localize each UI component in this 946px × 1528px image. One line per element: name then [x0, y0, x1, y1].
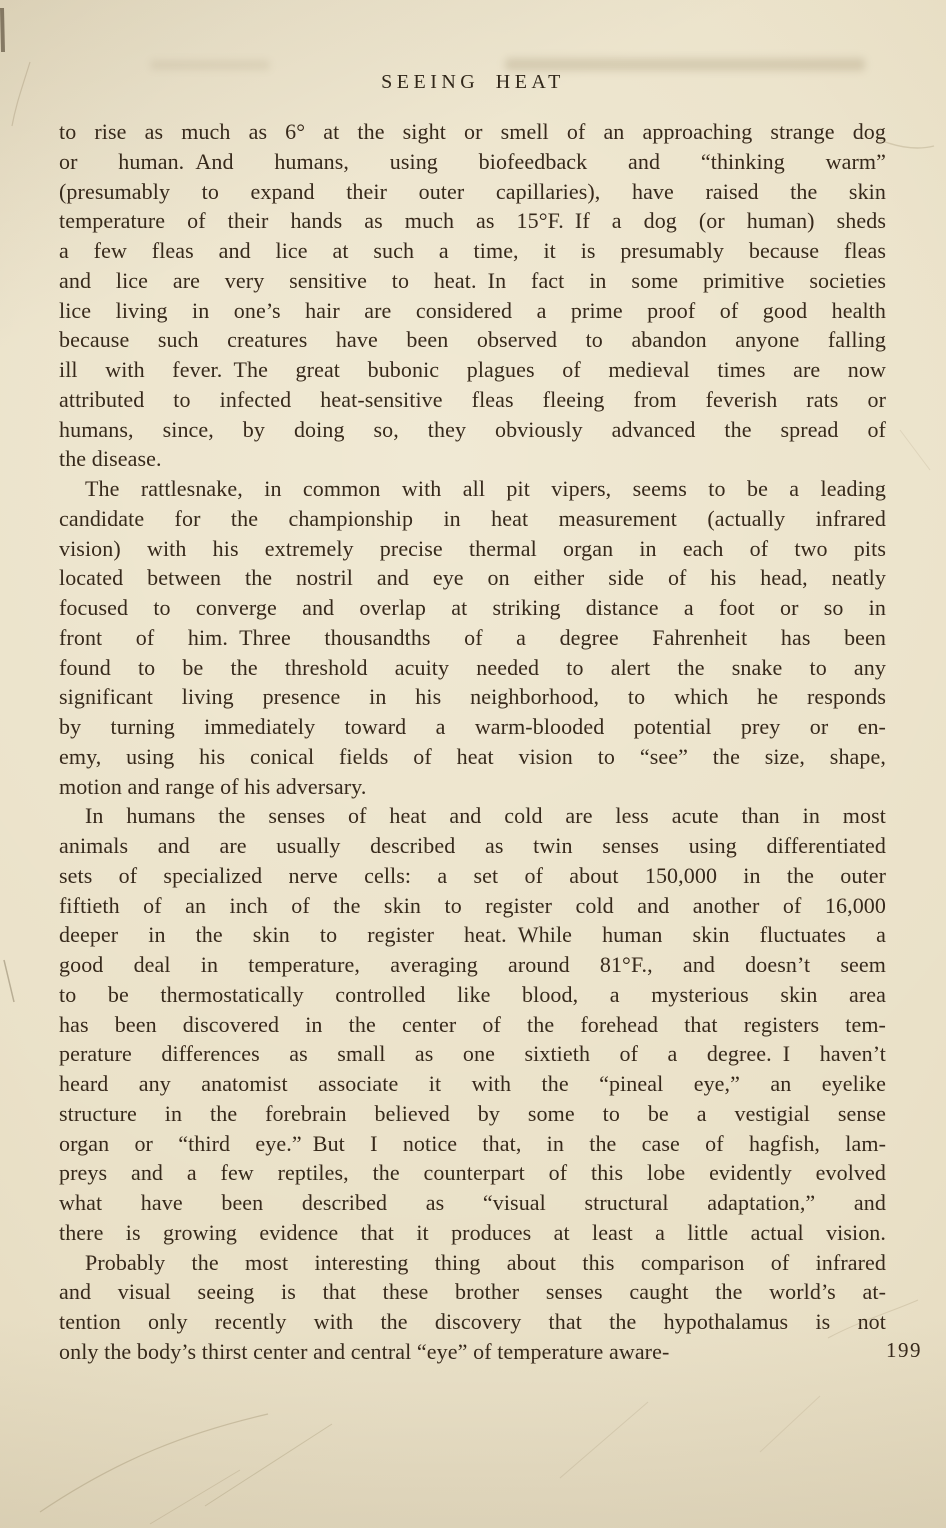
- page-number: 199: [886, 1338, 922, 1362]
- paragraph: [59, 474, 886, 801]
- text-line: a few fleas and lice at such a time, it is presumably because fleas: [59, 238, 886, 263]
- text-line: the disease.: [59, 446, 162, 472]
- text-line: and lice are very sensitive to heat. In fact in some primitive societies: [59, 267, 886, 293]
- body-text: [59, 117, 886, 1367]
- text-line: fiftieth of an inch of the skin to register cold and another of 16,000: [59, 892, 886, 918]
- text-line: The rattlesnake, in common with all pit vipers, seems to be a leading: [85, 476, 886, 501]
- text-line: organ or “third eye.” But I notice that, in the case of hagfish, lam-: [59, 1130, 886, 1156]
- paragraph: [59, 801, 886, 1247]
- text-line: has been discovered in the center of the forehead that registers tem-: [59, 1011, 886, 1037]
- text-line: vision) with his extremely precise thermal organ in each of two pits: [59, 535, 886, 561]
- text-line: located between the nostril and eye on either side of his head, neatly: [59, 565, 886, 591]
- page-showthrough-smudge: [505, 58, 865, 71]
- paragraph: [59, 117, 886, 474]
- text-line: animals and are usually described as twin senses using differentiated: [59, 833, 886, 858]
- text-line: by turning immediately toward a warm-blooded potential prey or en-: [59, 714, 886, 739]
- text-line: focused to converge and overlap at striking distance a foot or so in: [59, 595, 886, 620]
- text-line: lice living in one’s hair are considered a prime proof of good health: [59, 297, 886, 323]
- text-line: temperature of their hands as much as 15°F. If a dog (or human) sheds: [59, 208, 886, 234]
- text-line: ill with fever. The great bubonic plagues of medieval times are now: [59, 357, 886, 382]
- text-line: humans, since, by doing so, they obviously advanced the spread of: [59, 416, 886, 442]
- paragraph: [59, 1248, 886, 1367]
- text-line: tention only recently with the discovery that the hypothalamus is not: [59, 1309, 886, 1334]
- text-line: or human. And humans, using biofeedback and “thinking warm”: [59, 148, 886, 174]
- page-showthrough-smudge: [150, 60, 270, 70]
- running-header: SEEING HEAT: [381, 71, 565, 93]
- text-line: heard any anatomist associate it with the “pineal eye,” an eyelike: [59, 1071, 886, 1096]
- text-line: perature differences as small as one sixtieth of a degree. I haven’t: [59, 1041, 886, 1067]
- text-line: In humans the senses of heat and cold are less acute than in most: [85, 803, 886, 829]
- text-line: structure in the forebrain believed by some to be a vestigial sense: [59, 1100, 886, 1126]
- text-line: because such creatures have been observed to abandon anyone falling: [59, 327, 886, 353]
- text-line: (presumably to expand their outer capillaries), have raised the skin: [59, 178, 886, 204]
- text-line: emy, using his conical fields of heat vision to “see” the size, shape,: [59, 743, 886, 769]
- text-line: candidate for the championship in heat measurement (actually infrared: [59, 505, 886, 531]
- text-line: to be thermostatically controlled like blood, a mysterious skin area: [59, 981, 886, 1007]
- text-line: there is growing evidence that it produces at least a little actual vision.: [59, 1219, 886, 1245]
- text-line: sets of specialized nerve cells: a set of about 150,000 in the outer: [59, 862, 886, 888]
- text-line: and visual seeing is that these brother senses caught the world’s at-: [59, 1279, 886, 1305]
- text-line: found to be the threshold acuity needed to alert the snake to any: [59, 654, 886, 680]
- text-line: deeper in the skin to register heat. While human skin fluctuates a: [59, 922, 886, 948]
- text-line: significant living presence in his neighborhood, to which he responds: [59, 684, 886, 710]
- text-line: only the body’s thirst center and central “eye” of temperature aware-: [59, 1338, 670, 1364]
- text-line: good deal in temperature, averaging around 81°F., and doesn’t seem: [59, 952, 886, 977]
- text-line: motion and range of his adversary.: [59, 773, 367, 799]
- text-line: to rise as much as 6° at the sight or smell of an approaching strange dog: [59, 119, 886, 144]
- text-line: front of him. Three thousandths of a degree Fahrenheit has been: [59, 624, 886, 650]
- text-line: Probably the most interesting thing about this comparison of infrared: [85, 1249, 886, 1275]
- text-line: what have been described as “visual structural adaptation,” and: [59, 1190, 886, 1215]
- text-line: attributed to infected heat-sensitive fleas fleeing from feverish rats or: [59, 386, 886, 412]
- text-line: preys and a few reptiles, the counterpart of this lobe evidently evolved: [59, 1160, 886, 1186]
